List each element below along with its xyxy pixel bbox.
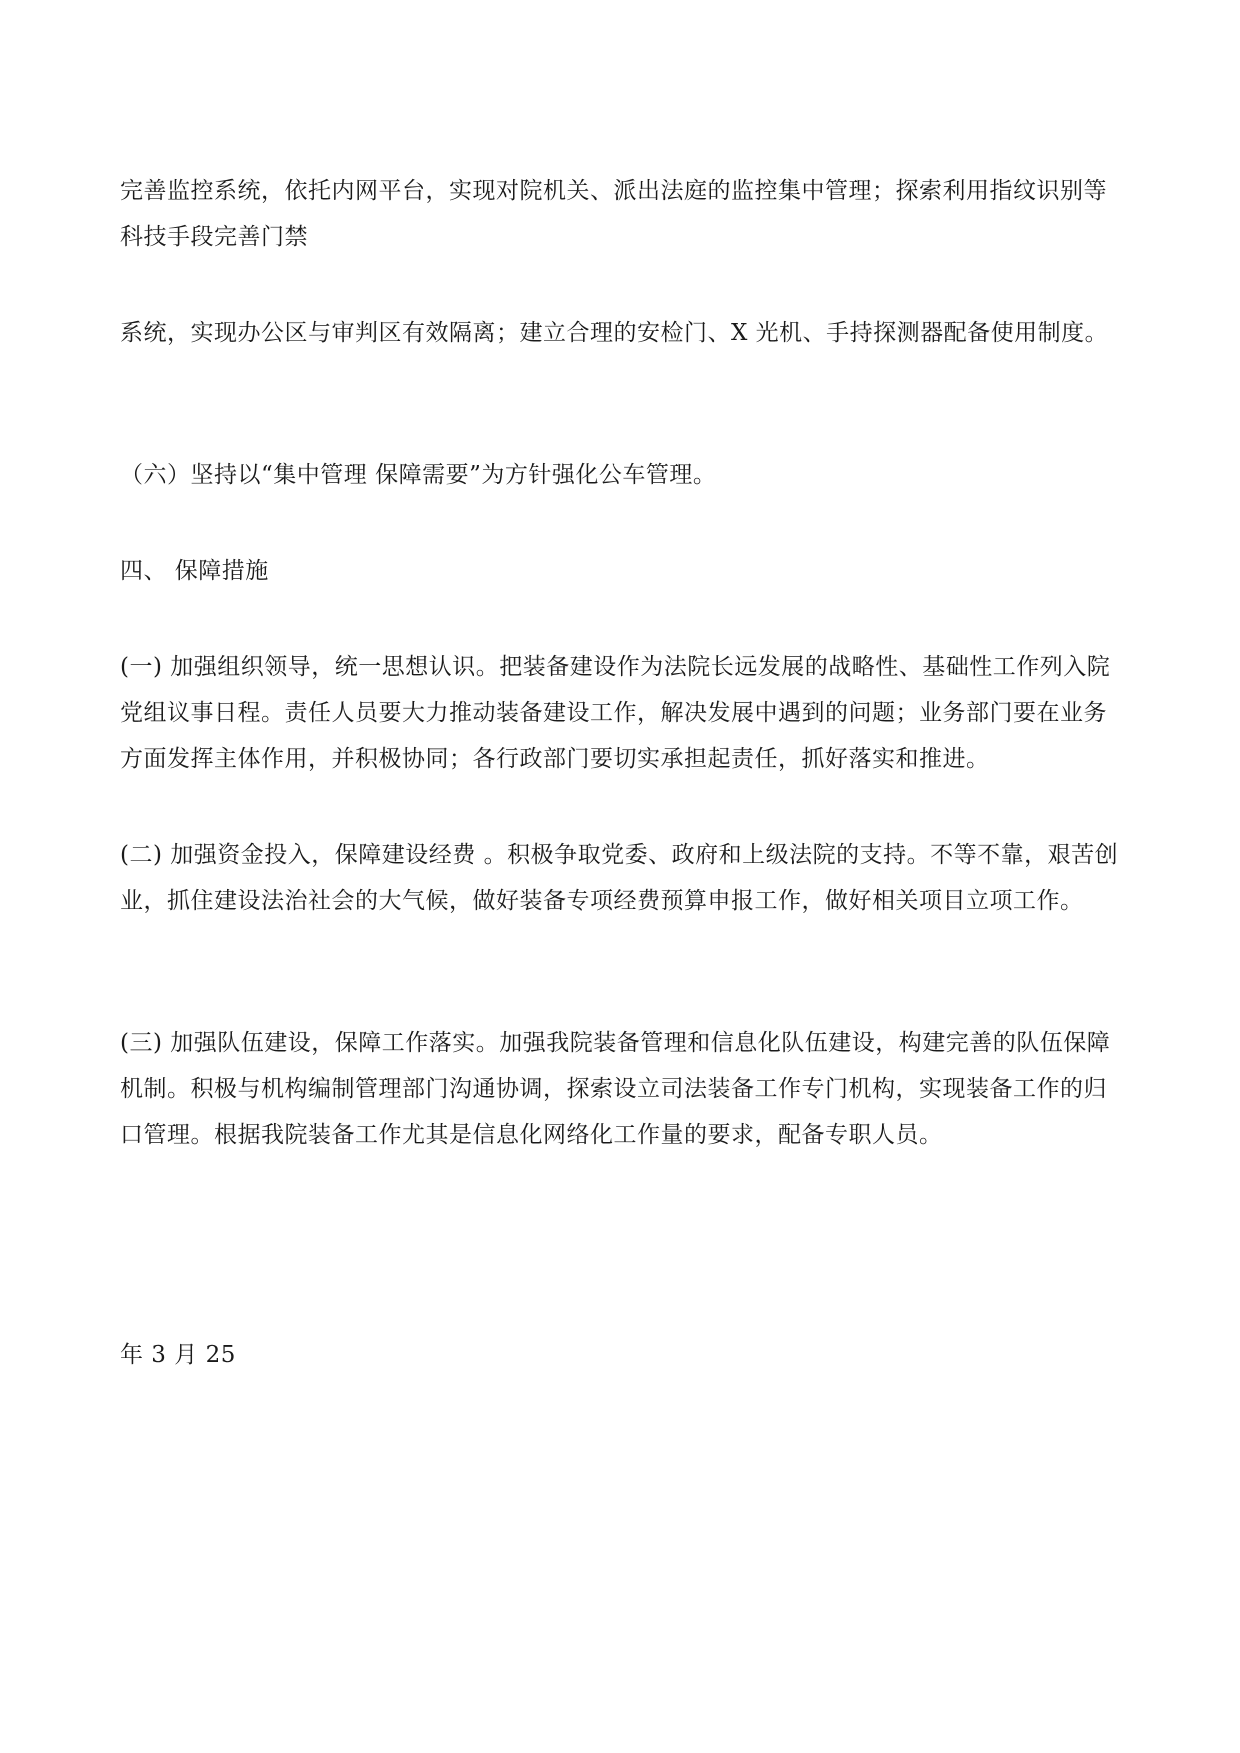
paragraph-funding-investment: (二) 加强资金投入，保障建设经费 。积极争取党委、政府和上级法院的支持。不等不靠，艰苦创业，抓住建设法治社会的大气候，做好装备专项经费预算申报工作，做好相关项目立项工作。 <box>120 842 1119 914</box>
document-date: 年 3 月 25 <box>120 1342 236 1368</box>
paragraph-team-building: (三) 加强队伍建设，保障工作落实。加强我院装备管理和信息化队伍建设，构建完善的队伍保障机制。积极与机构编制管理部门沟通协调，探索设立司法装备工作专门机构，实现装备工作的归口管理。根据我院装备工作尤其是信息化网络化工作量的要求，配备专职人员。 <box>120 1030 1111 1148</box>
paragraph-office-isolation: 系统，实现办公区与审判区有效隔离；建立合理的安检门、X 光机、手持探测器配备使用制度。 <box>120 320 1109 346</box>
paragraph-vehicle-management: （六）坚持以“集中管理 保障需要”为方针强化公车管理。 <box>120 462 717 488</box>
paragraph-organization-leadership: (一) 加强组织领导，统一思想认识。把装备建设作为法院长远发展的战略性、基础性工作列入院党组议事日程。责任人员要大力推动装备建设工作，解决发展中遇到的问题；业务部门要在业务方面发挥主体作用，并积极协同；各行政部门要切实承担起责任，抓好落实和推进。 <box>120 654 1111 772</box>
paragraph-monitoring-system: 完善监控系统，依托内网平台，实现对院机关、派出法庭的监控集中管理；探索利用指纹识别等科技手段完善门禁 <box>120 178 1107 250</box>
section-heading-safeguards: 四、 保障措施 <box>120 558 269 584</box>
